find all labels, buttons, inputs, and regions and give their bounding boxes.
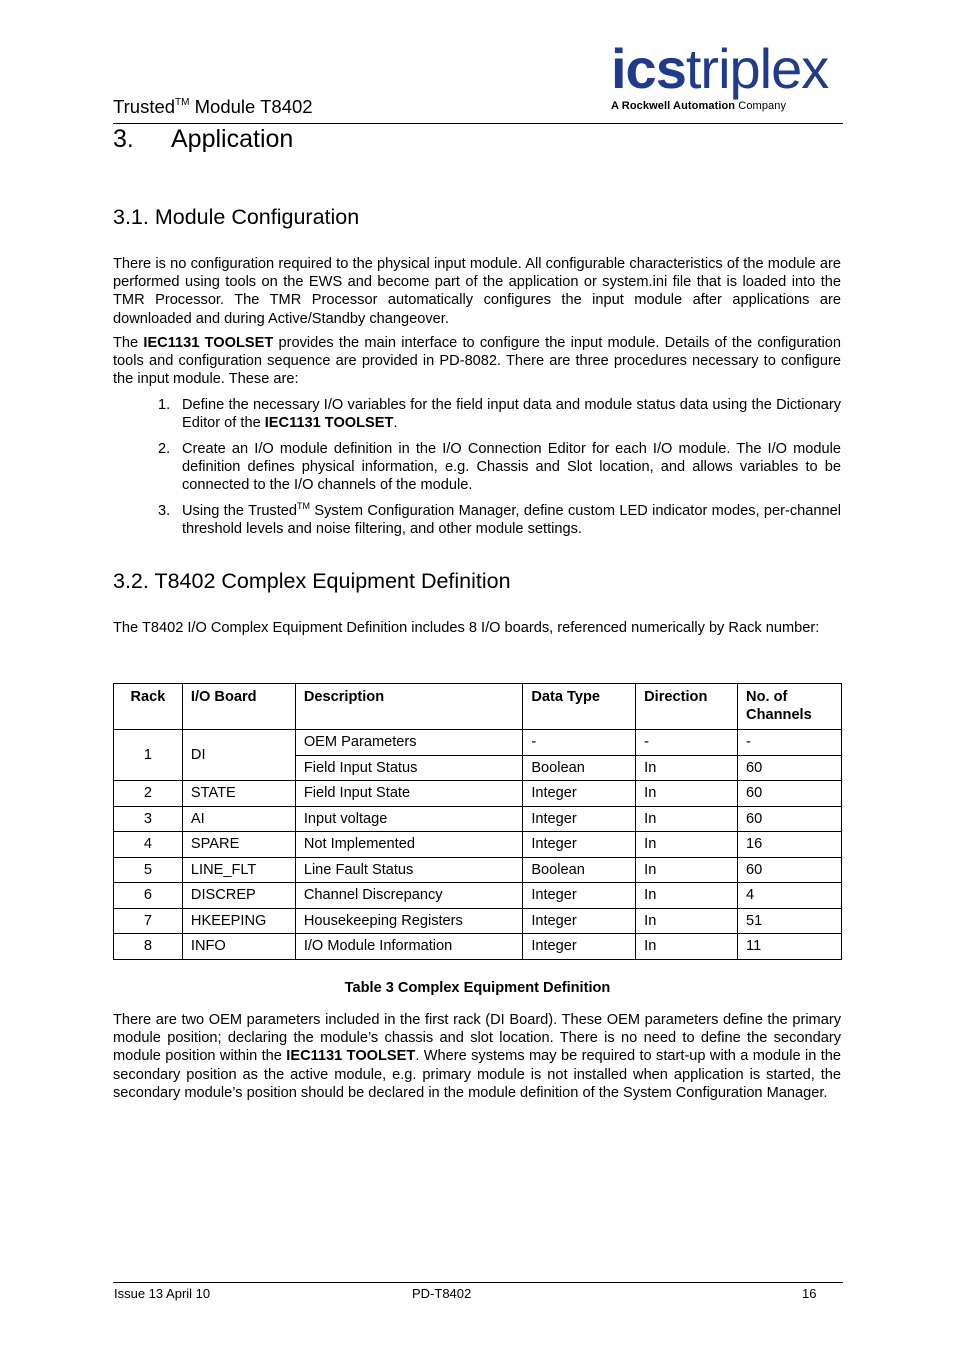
footer-page-number: 16 bbox=[802, 1286, 817, 1301]
column-header-channels: No. of Channels bbox=[738, 684, 842, 730]
subsection-heading-module-configuration: 3.1. Module Configuration bbox=[113, 205, 360, 229]
cell-direction: - bbox=[636, 730, 738, 756]
cell-data-type: Integer bbox=[523, 832, 636, 858]
table-caption: Table 3 Complex Equipment Definition bbox=[344, 980, 611, 996]
cell-rack: 1 bbox=[114, 730, 183, 781]
cell-rack: 7 bbox=[114, 908, 183, 934]
complex-equipment-table bbox=[113, 683, 842, 960]
header-divider bbox=[113, 123, 843, 124]
cell-data-type: Integer bbox=[523, 908, 636, 934]
cell-channels: 60 bbox=[738, 755, 842, 781]
paragraph-ced-intro: The T8402 I/O Complex Equipment Definition includes 8 I/O boards, referenced numerically by Rack number: bbox=[113, 620, 820, 636]
cell-io-board: DI bbox=[182, 730, 295, 781]
table-row bbox=[114, 883, 842, 909]
company-logo bbox=[611, 37, 843, 112]
cell-direction: In bbox=[636, 781, 738, 807]
cell-io-board: INFO bbox=[182, 934, 295, 960]
column-header-direction: Direction bbox=[636, 684, 738, 730]
column-header-description: Description bbox=[295, 684, 523, 730]
column-header-rack: Rack bbox=[114, 684, 183, 730]
header-title: Trusted™ Module T8402 bbox=[113, 96, 313, 117]
table-row bbox=[114, 781, 842, 807]
cell-channels: 60 bbox=[738, 781, 842, 807]
cell-description: Not Implemented bbox=[295, 832, 523, 858]
cell-channels: 51 bbox=[738, 908, 842, 934]
column-header-data-type: Data Type bbox=[523, 684, 636, 730]
cell-description: Field Input State bbox=[295, 781, 523, 807]
cell-channels: 60 bbox=[738, 857, 842, 883]
paragraph-config-intro: There is no configuration required to the physical input module. All configurable characteristics of the module are performed using tools on the EWS and become part of the application or system.ini file that is loaded into the TMR Processor. The TMR Processor automatically configures the input module after applications are downloaded and during Active/Standby changeover. bbox=[113, 256, 841, 327]
cell-rack: 8 bbox=[114, 934, 183, 960]
cell-description: OEM Parameters bbox=[295, 730, 523, 756]
cell-io-board: AI bbox=[182, 806, 295, 832]
subsection-heading-complex-equipment: 3.2. T8402 Complex Equipment Definition bbox=[113, 569, 511, 593]
cell-data-type: Integer bbox=[523, 781, 636, 807]
paragraph-oem-parameters: There are two OEM parameters included in the first rack (DI Board). These OEM parameters define the primary module position; declaring the module’s chassis and slot location. There is no need to define the secondary module position within the IEC1131 TOOLSET. Where systems may be required to start-up with a module in the secondary position as the active module, e.g. primary module is not installed when application is started, the secondary module’s position should be declared in the module definition of the System Configuration Manager. bbox=[113, 1012, 842, 1101]
cell-direction: In bbox=[636, 857, 738, 883]
footer-document-id: PD-T8402 bbox=[412, 1286, 472, 1301]
cell-rack: 2 bbox=[114, 781, 183, 807]
cell-data-type: Boolean bbox=[523, 857, 636, 883]
cell-description: Channel Discrepancy bbox=[295, 883, 523, 909]
list-item: 1. Define the necessary I/O variables for the field input data and module status data using the Dictionary Editor of the IEC1131 TOOLSET. bbox=[158, 397, 841, 432]
cell-io-board: STATE bbox=[182, 781, 295, 807]
cell-rack: 5 bbox=[114, 857, 183, 883]
cell-rack: 4 bbox=[114, 832, 183, 858]
cell-channels: 11 bbox=[738, 934, 842, 960]
table-row bbox=[114, 857, 842, 883]
cell-data-type: Integer bbox=[523, 806, 636, 832]
cell-description: Line Fault Status bbox=[295, 857, 523, 883]
logo-tagline: A Rockwell Automation Company bbox=[611, 100, 787, 112]
table-header-row bbox=[114, 684, 842, 730]
cell-io-board: SPARE bbox=[182, 832, 295, 858]
table-row bbox=[114, 730, 842, 756]
section-heading: 3. Application bbox=[113, 125, 294, 153]
cell-direction: In bbox=[636, 755, 738, 781]
cell-direction: In bbox=[636, 883, 738, 909]
list-item: 3. Using the Trusted™ System Configuration Manager, define custom LED indicator modes, per-channel threshold levels and noise filtering, and other module settings. bbox=[158, 501, 841, 538]
table-row bbox=[114, 832, 842, 858]
cell-direction: In bbox=[636, 832, 738, 858]
footer-divider bbox=[113, 1282, 843, 1283]
table-row bbox=[114, 934, 842, 960]
cell-io-board: DISCREP bbox=[182, 883, 295, 909]
cell-channels: 4 bbox=[738, 883, 842, 909]
cell-description: I/O Module Information bbox=[295, 934, 523, 960]
cell-channels: - bbox=[738, 730, 842, 756]
cell-io-board: HKEEPING bbox=[182, 908, 295, 934]
cell-rack: 3 bbox=[114, 806, 183, 832]
cell-direction: In bbox=[636, 908, 738, 934]
cell-io-board: LINE_FLT bbox=[182, 857, 295, 883]
cell-direction: In bbox=[636, 934, 738, 960]
cell-data-type: - bbox=[523, 730, 636, 756]
cell-description: Housekeeping Registers bbox=[295, 908, 523, 934]
table-row bbox=[114, 908, 842, 934]
cell-description: Field Input Status bbox=[295, 755, 523, 781]
table-row bbox=[114, 806, 842, 832]
cell-rack: 6 bbox=[114, 883, 183, 909]
cell-channels: 60 bbox=[738, 806, 842, 832]
cell-data-type: Integer bbox=[523, 934, 636, 960]
column-header-io-board: I/O Board bbox=[182, 684, 295, 730]
list-item: 2. Create an I/O module definition in the I/O Connection Editor for each I/O module. The I/O module definition defines physical information, e.g. Chassis and Slot location, and allows variables to be connected to the I/O channels of the module. bbox=[158, 441, 841, 494]
paragraph-toolset: The IEC1131 TOOLSET provides the main interface to configure the input module. Details of the configuration tools and configuration sequence are provided in PD-8082. There are three procedures necessary to configure the input module. These are: bbox=[113, 335, 841, 388]
cell-channels: 16 bbox=[738, 832, 842, 858]
cell-data-type: Integer bbox=[523, 883, 636, 909]
cell-direction: In bbox=[636, 806, 738, 832]
footer-issue: Issue 13 April 10 bbox=[114, 1286, 211, 1301]
cell-data-type: Boolean bbox=[523, 755, 636, 781]
logo-wordmark: icstriplex bbox=[611, 37, 829, 100]
cell-description: Input voltage bbox=[295, 806, 523, 832]
